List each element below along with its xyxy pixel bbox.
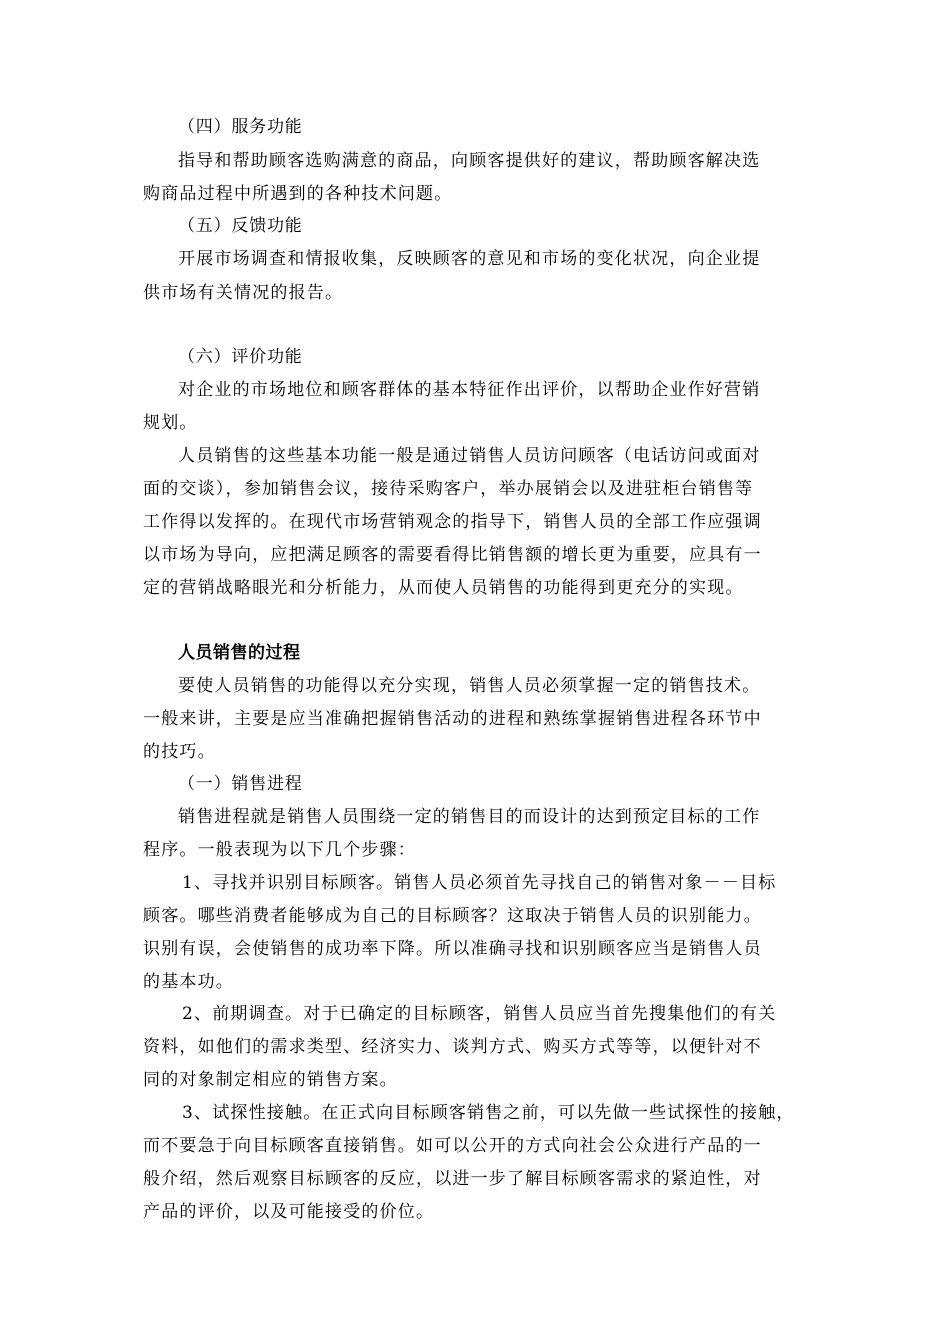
paragraph-line: 面的交谈），参加销售会议，接待采购客户，举办展销会以及进驻柜台销售等 (143, 479, 754, 499)
paragraph-line: 人员销售的这些基本功能一般是通过销售人员访问顾客（电话访问或面对 (178, 446, 761, 466)
section-heading-sales-progress: （一）销售进程 (178, 774, 303, 794)
paragraph-line: 销售进程就是销售人员围绕一定的销售目的而设计的达到预定目标的工作 (178, 807, 761, 827)
paragraph-line: 程序。一般表现为以下几个步骤： (143, 840, 416, 860)
section-heading-service: （四）服务功能 (178, 117, 303, 137)
paragraph-line: 开展市场调查和情报收集，反映顾客的意见和市场的变化状况，向企业提 (178, 249, 761, 269)
paragraph-line: 的基本功。 (143, 972, 234, 992)
paragraph-line: 资料，如他们的需求类型、经济实力、谈判方式、购买方式等等，以便针对不 (143, 1037, 762, 1057)
paragraph-line: 顾客。哪些消费者能够成为自己的目标顾客？这取决于销售人员的识别能力。 (143, 906, 762, 926)
section-heading-feedback: （五）反馈功能 (178, 216, 303, 236)
paragraph-line: 要使人员销售的功能得以充分实现，销售人员必须掌握一定的销售技术。 (178, 676, 761, 696)
list-item-2: 2、前期调查。对于已确定的目标顾客，销售人员应当首先搜集他们的有关 (182, 1004, 777, 1024)
paragraph-line: 规划。 (143, 413, 198, 433)
paragraph-line: 识别有误，会使销售的成功率下降。所以准确寻找和识别顾客应当是销售人员 (143, 939, 762, 959)
paragraph-line: 供市场有关情况的报告。 (143, 283, 344, 303)
paragraph-line: 而不要急于向目标顾客直接销售。如可以公开的方式向社会公众进行产品的一 (143, 1136, 762, 1156)
paragraph-line: 指导和帮助顾客选购满意的商品，向顾客提供好的建议，帮助顾客解决选 (178, 151, 761, 171)
section-title-sales-process: 人员销售的过程 (178, 643, 301, 663)
paragraph-line: 同的对象制定相应的销售方案。 (143, 1070, 398, 1090)
paragraph-line: 以市场为导向，应把满足顾客的需要看得比销售额的增长更为重要，应具有一 (143, 545, 762, 565)
section-heading-evaluation: （六）评价功能 (178, 347, 303, 367)
list-item-3: 3、试探性接触。在正式向目标顾客销售之前，可以先做一些试探性的接触， (182, 1103, 795, 1123)
paragraph-line: 一般来讲，主要是应当准确把握销售活动的进程和熟练掌握销售进程各环节中 (143, 709, 762, 729)
list-item-1: 1、寻找并识别目标顾客。销售人员必须首先寻找自己的销售对象－－目标 (182, 873, 777, 893)
paragraph-line: 定的营销战略眼光和分析能力，从而使人员销售的功能得到更充分的实现。 (143, 578, 744, 598)
paragraph-line: 般介绍，然后观察目标顾客的反应，以进一步了解目标顾客需求的紧迫性，对 (143, 1169, 762, 1189)
paragraph-line: 产品的评价，以及可能接受的价位。 (143, 1202, 435, 1222)
paragraph-line: 对企业的市场地位和顾客群体的基本特征作出评价，以帮助企业作好营销 (178, 380, 761, 400)
paragraph-line: 购商品过程中所遇到的各种技术问题。 (143, 184, 453, 204)
paragraph-line: 的技巧。 (143, 742, 216, 762)
paragraph-line: 工作得以发挥的。在现代市场营销观念的指导下，销售人员的全部工作应强调 (143, 512, 762, 532)
